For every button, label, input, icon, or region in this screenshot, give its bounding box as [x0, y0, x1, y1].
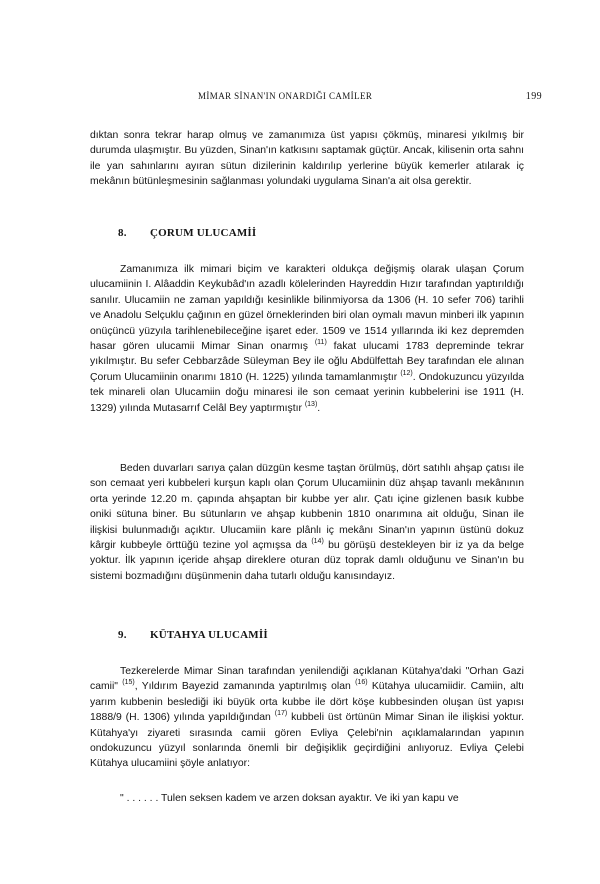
section-9-paragraph-1 [90, 664, 524, 772]
text-run: , Yıldırım Bayezid zamanında yaptırılmış olan [134, 681, 351, 693]
section-8-paragraph-2 [90, 461, 524, 584]
running-title: MİMAR SİNAN'IN ONARDIĞI CAMİLER [198, 91, 373, 101]
text-run: Beden duvarları sarıya çalan düzgün kesme taştan örülmüş, dört satıhlı ahşap çatısı ile son cemaat yeri kubbeleri kurşun kaplı olan Çorum Ulucamiinin düz ahşap tavanlı mekânının orta yerinde 12.20 m. çapında ahşaptan bir kubbe yer alır. Çatı içine gizlenen basık kubbe oniki sütuna biner. Bu sütunların ve ahşap kubbenin 1810 onarımına ait olduğu, Sinan ile ilişkisi bulunmadığı açıktır. Ulucamiin kare plânlı iç mekânı Sinan'ın yapının üstünü dokuz kârgir kubbeyle örttüğü tezine yol açmışsa da [90, 463, 524, 552]
section-9-number: 9. [118, 629, 127, 641]
page-number: 199 [525, 91, 542, 102]
text-run: kubbeli üst örtünün Mimar Sinan ile ilişkisi yoktur. Kütahya'yı ziyareti sırasında camii gören Evliya Çelebi'nin açıklamalarından yapının ondokuzuncu yüzyıl sonlarında önemli bir değişiklik geçirdiğini anlıyoruz. Evliya Çelebi Kütahya ulucamiini şöyle anlatıyor: [90, 712, 524, 770]
footnote-ref: (13) [304, 400, 318, 408]
quote-line: " . . . . . . Tulen seksen kadem ve arzen doksan ayaktır. Ve iki yan kapu ve [120, 793, 459, 804]
text-run: Kütahya ulucamiidir. Camiin, altı yarım kubbenin beslediği iki büyük orta kubbe ile dört köşe kubbesinden oluşan üst yapısı 1888/9 (H. 1306) yılında yapıldığından [90, 681, 525, 724]
section-8-title: ÇORUM ULUCAMİİ [150, 227, 257, 239]
footnote-ref: (12) [400, 369, 413, 377]
text-run: . [317, 402, 321, 414]
text-run: . Ondokuzuncu yüzyılda tek minareli olan Ulucamiin doğu minaresi ile son cemaat yerinin kubbelerini ise 1911 (H. 1329) yılında Mutasarrıf Celâl Bey yaptırmıştır [90, 371, 525, 414]
text-run: bu görüşü destekleyen bir iz ya da belge yoktur. İlk yapının içeride ahşap direklere oturan düz toprak damlı olduğunu ve Sinan'ın bu sistemi bozmadığını düşünmenin daha tutarlı olduğu kanısındayız. [90, 540, 525, 582]
text-run: Zamanımıza ilk mimari biçim ve karakteri oldukça değişmiş olarak ulaşan Çorum ulucamiinin I. Alâaddin Keykubâd'ın azadlı kölelerinden Hayreddin Hızır tarafından yaptırıldığı sanılır. Ulucamiin ne zaman yapıldığı kesinlikle bilinmiyorsa da 1306 (H. 10 sefer 706) tarihli ve Anadolu Selçuklu çağının en güzel örneklerinden biri olan oymalı mavun minberi ilk yapının onüçüncü yüzyıla tarihlenebileceğine işaret eder. 1509 ve 1514 yıllarında iki kez depremden hasar gören ulucamii Mimar Sinan onarmış [90, 264, 524, 353]
section-8-heading [118, 227, 418, 239]
footnote-ref: (14) [311, 538, 324, 546]
running-header [70, 91, 542, 105]
text-run: fakat ulucami 1783 depreminde tekrar yıkılmıştır. Bu sefer Cebbarzâde Süleyman Bey ile oğlu Abdülfettah Bey tarafından ele alınan Çorum Ulucamiinin onarımı 1810 (H. 1225) yılında tamamlanmıştır [90, 341, 524, 383]
section-8-paragraph-1 [90, 262, 524, 416]
footnote-ref: (15) [122, 679, 135, 687]
footnote-ref: (16) [355, 679, 368, 687]
footnote-ref: (17) [274, 710, 288, 718]
section-8-number: 8. [118, 227, 127, 239]
text-run: Tezkerelerde Mimar Sinan tarafından yenilendiği açıklanan Kütahya'daki "Orhan Gazi camii" [90, 666, 524, 693]
intro-paragraph: dıktan sonra tekrar harap olmuş ve zamanımıza üst yapısı çökmüş, minaresi yıkılmış bir durumda ulaşmıştır. Bu yüzden, Sinan'ın katkısını saptamak güçtür. Ancak, kilisenin orta sahnı ile yan sahınlarını ayıran sütun dizilerinin kaldırılıp yerlerine büyük kemerler atılarak iç mekânın bütünleşmesinin sağlanması yolundaki uygulama Sinan'a ait olsa gerektir. [90, 130, 524, 188]
section-9-heading [118, 629, 418, 641]
footnote-ref: (11) [314, 339, 327, 347]
section-9-title: KÜTAHYA ULUCAMİİ [150, 629, 268, 641]
